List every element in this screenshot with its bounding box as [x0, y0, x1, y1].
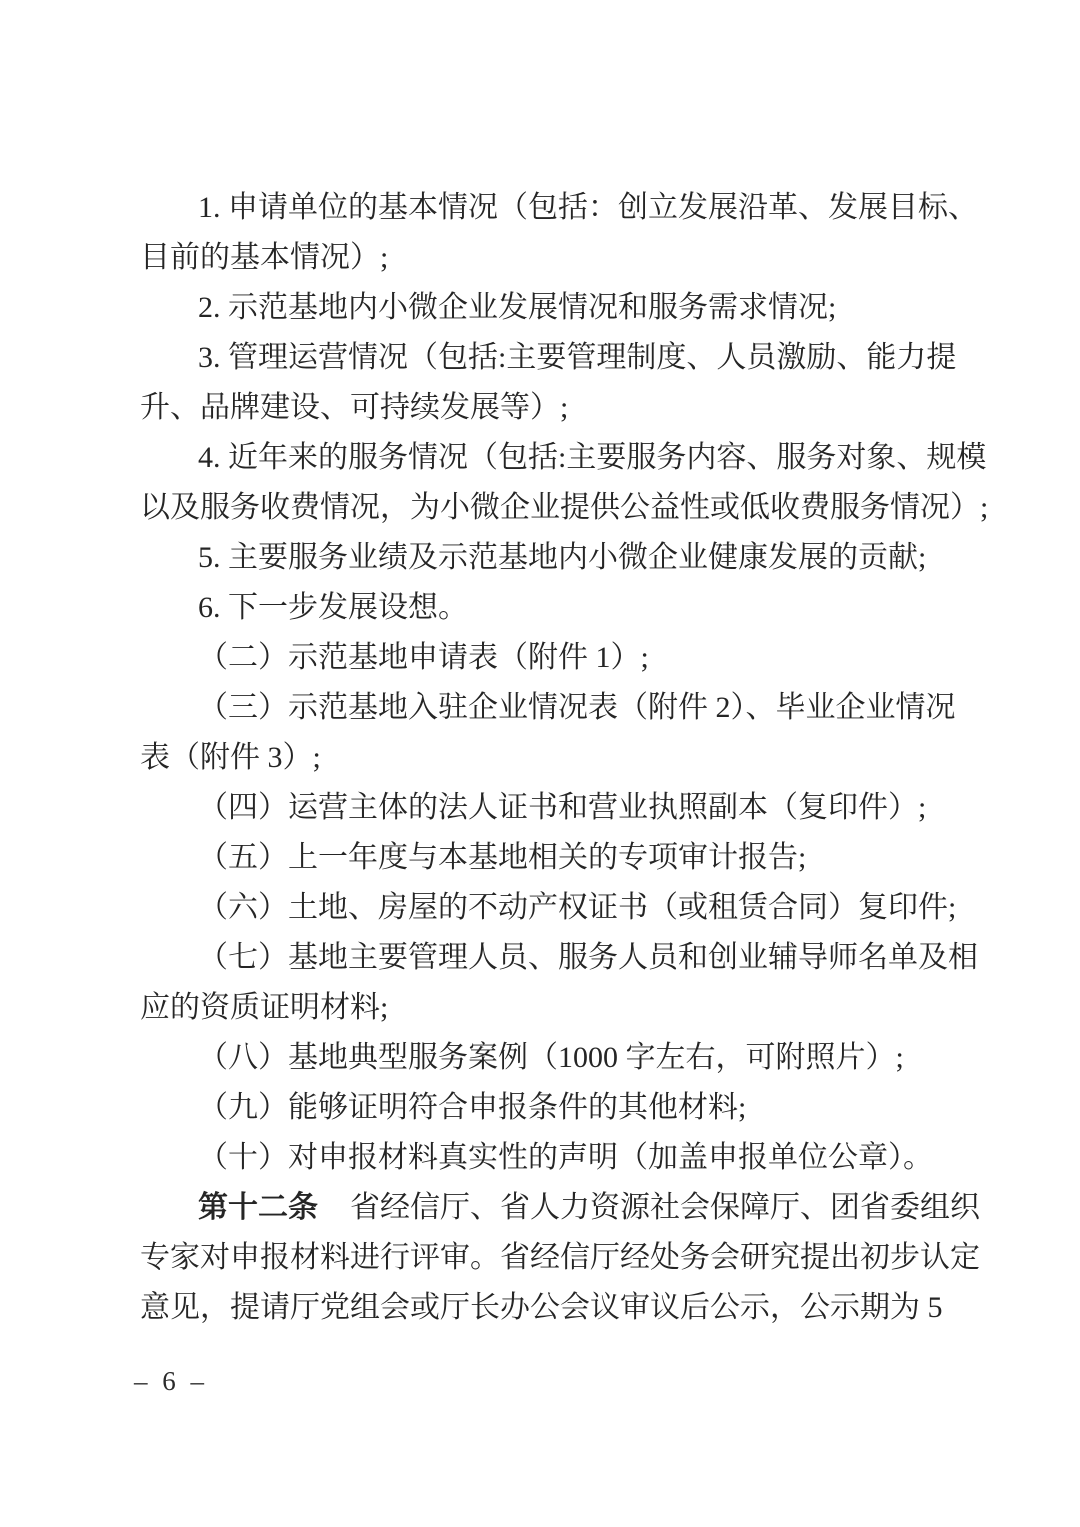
text-line [140, 1183, 980, 1233]
line-text: （二）示范基地申请表（附件 1）; [198, 641, 649, 674]
line-text: （十）对申报材料真实性的声明（加盖申报单位公章）。 [198, 1141, 933, 1174]
text-line [140, 1233, 980, 1283]
text-line [140, 183, 978, 233]
line-text: 以及服务收费情况，为小微企业提供公益性或低收费服务情况）; [140, 491, 989, 524]
line-text: 表（附件 3）; [140, 741, 321, 774]
line-text: 省经信厅、省人力资源社会保障厅、团省委组织 [350, 1191, 980, 1224]
line-text: 3. 管理运营情况（包括:主要管理制度、人员激励、能力提 [198, 341, 957, 374]
line-text: 专家对申报材料进行评审。省经信厅经处务会研究提出初步认定 [140, 1241, 980, 1274]
text-line [140, 1083, 955, 1133]
text-line [140, 1033, 955, 1083]
text-line [140, 283, 955, 333]
text-line [140, 233, 955, 283]
line-text: （四）运营主体的法人证书和营业执照副本（复印件）; [198, 791, 927, 824]
page-footer [134, 1366, 208, 1397]
line-text: （三）示范基地入驻企业情况表（附件 2）、毕业企业情况 [198, 691, 956, 724]
page-number: – 6 – [134, 1366, 208, 1396]
text-line [140, 883, 955, 933]
text-line [140, 933, 978, 983]
text-line [140, 733, 955, 783]
text-line [140, 983, 955, 1033]
line-text: 4. 近年来的服务情况（包括:主要服务内容、服务对象、规模 [198, 441, 987, 474]
line-text: 6. 下一步发展设想。 [198, 591, 468, 624]
text-line [140, 383, 955, 433]
line-text: （六）土地、房屋的不动产权证书（或租赁合同）复印件; [198, 891, 957, 924]
document-body [140, 183, 989, 1333]
line-text: 应的资质证明材料; [140, 991, 389, 1024]
text-line [140, 433, 987, 483]
line-text: 目前的基本情况）; [140, 241, 389, 274]
text-line [140, 533, 955, 583]
text-line [140, 483, 989, 533]
line-text: （五）上一年度与本基地相关的专项审计报告; [198, 841, 807, 874]
line-text: 1. 申请单位的基本情况（包括：创立发展沿革、发展目标、 [198, 191, 978, 224]
line-text: 2. 示范基地内小微企业发展情况和服务需求情况; [198, 291, 837, 324]
text-line [140, 783, 955, 833]
text-line [140, 333, 955, 383]
text-line [140, 833, 955, 883]
text-line [140, 683, 955, 733]
line-text: 升、品牌建设、可持续发展等）; [140, 391, 569, 424]
line-text: （七）基地主要管理人员、服务人员和创业辅导师名单及相 [198, 941, 978, 974]
line-text: （八）基地典型服务案例（1000 字左右，可附照片）; [198, 1041, 904, 1074]
text-line [140, 633, 955, 683]
text-line [140, 1283, 955, 1333]
article-number: 第十二条 [198, 1191, 318, 1224]
line-text: （九）能够证明符合申报条件的其他材料; [198, 1091, 747, 1124]
line-text: 5. 主要服务业绩及示范基地内小微企业健康发展的贡献; [198, 541, 927, 574]
text-line [140, 583, 955, 633]
text-line [140, 1133, 955, 1183]
line-text: 意见，提请厅党组会或厅长办公会议审议后公示，公示期为 5 [140, 1291, 943, 1324]
